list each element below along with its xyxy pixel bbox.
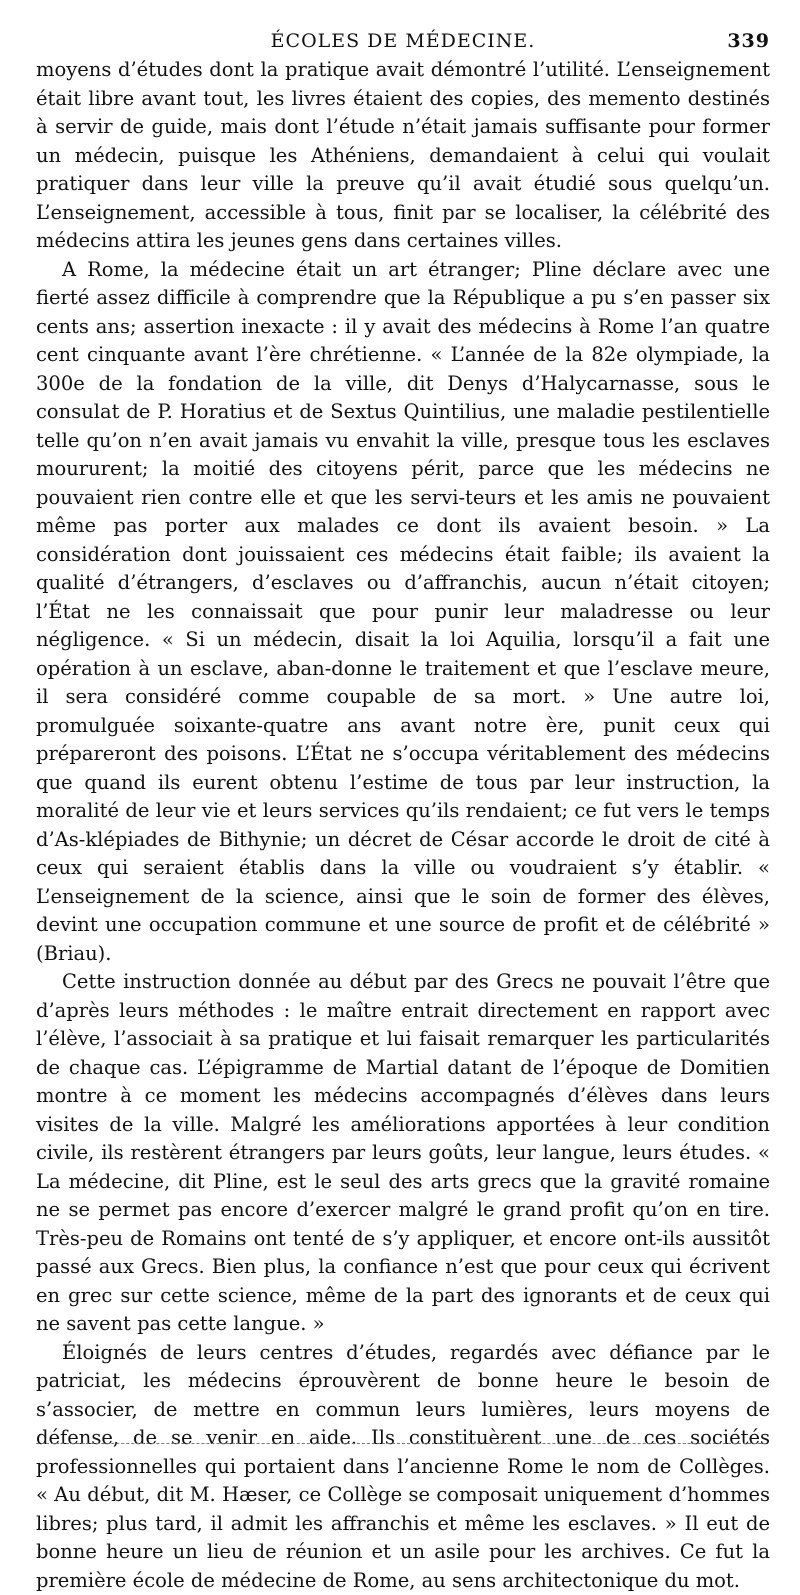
paragraph-instruction: Cette instruction donnée au début par des Grecs ne pouvait l’être que d’après leurs méthodes : le maître entrait directement en rapport avec l’élève, l’associait à sa pratique et lui faisait remarquer les particularités de chaque cas. L’épigramme de Martial datant de l’époque de Domitien montre à ce moment les médecins accompagnés d’élèves dans leurs visites de la ville. Malgré les améliorations apportées à leur condition civile, ils restèrent étrangers par leurs goûts, leur langue, leurs études. « La médecine, dit Pline, est le seul des arts grecs que la gravité romaine ne se permet pas encore d’exercer malgré le grand profit qu’on en tire. Très-peu de Romains ont tenté de s’y appliquer, et encore ont-ils aussitôt passé aux Grecs. Bien plus, la confiance n’est que pour ceux qui écrivent en grec sur cette science, même de la part des ignorants et de ceux qui ne savent pas cette langue. » [36, 968, 770, 1339]
running-title: ÉCOLES DE MÉDECINE. [36, 30, 770, 52]
book-page [36, 30, 770, 1595]
footer-rule [36, 1443, 766, 1444]
paragraph-rome: A Rome, la médecine était un art étranger; Pline déclare avec une fierté assez difficile à comprendre que la République a pu s’en passer six cents ans; assertion inexacte : il y avait des médecins à Rome l’an quatre cent cinquante avant l’ère chrétienne. « L’année de la 82e olympiade, la 300e de la fondation de la ville, dit Denys d’Halycarnasse, sous le consulat de P. Horatius et de Sextus Quintilius, une maladie pestilentielle telle qu’on n’en avait jamais vu envahit la ville, presque tous les esclaves moururent; la moitié des citoyens périt, parce que les médecins ne pouvaient rien contre elle et que les servi-teurs et les amis ne pouvaient même pas porter aux malades ce dont ils avaient besoin. » La considération dont jouissaient ces médecins était faible; ils avaient la qualité d’étrangers, d’esclaves ou d’affranchis, aucun n’était citoyen; l’État ne les connaissait que pour punir leur maladresse ou leur négligence. « Si un médecin, disait la loi Aquilia, lorsqu’il a fait une opération à un esclave, aban-donne le traitement et que l’esclave meure, il sera considéré comme coupable de sa mort. » Une autre loi, promulguée soixante-quatre ans avant notre ère, punit ceux qui prépareront des poisons. L’État ne s’occupa véritablement des médecins que quand ils eurent obtenu l’estime de tous par leur instruction, la moralité de leur vie et leurs services qu’ils rendaient; ce fut vers le temps d’As-klépiades de Bithynie; un décret de César accorde le droit de cité à ceux qui seraient établis dans la ville ou voudraient s’y établir. « L’enseignement de la science, ainsi que le soin de former des élèves, devint une occupation commune et une source de profit et de célébrité » (Briau). [36, 256, 770, 969]
page-number: 339 [727, 30, 770, 52]
paragraph-continuation: moyens d’études dont la pratique avait démontré l’utilité. L’enseignement était libre avant tout, les livres étaient des copies, des memento destinés à servir de guide, mais dont l’étude n’était jamais suffisante pour former un médecin, puisque les Athéniens, demandaient à celui qui voulait pratiquer dans leur ville la preuve qu’il avait étudié sous quelqu’un. L’enseignement, accessible à tous, finit par se localiser, la célébrité des médecins attira les jeunes gens dans certaines villes. [36, 56, 770, 256]
page-header [36, 30, 770, 56]
paragraph-colleges: Éloignés de leurs centres d’études, regardés avec défiance par le patriciat, les médecins éprouvèrent de bonne heure le besoin de s’associer, de mettre en commun leurs lumières, leurs moyens de défense, de se venir en aide. Ils constituèrent une de ces sociétés professionnelles qui portaient dans l’ancienne Rome le nom de Collèges. « Au début, dit M. Hæser, ce Collège se composait uniquement d’hommes libres; plus tard, il admit les affranchis et même les esclaves. » Il eut de bonne heure un lieu de réunion et un asile pour les archives. Ce fut la première école de médecine de Rome, au sens architectonique du mot. [36, 1339, 770, 1595]
